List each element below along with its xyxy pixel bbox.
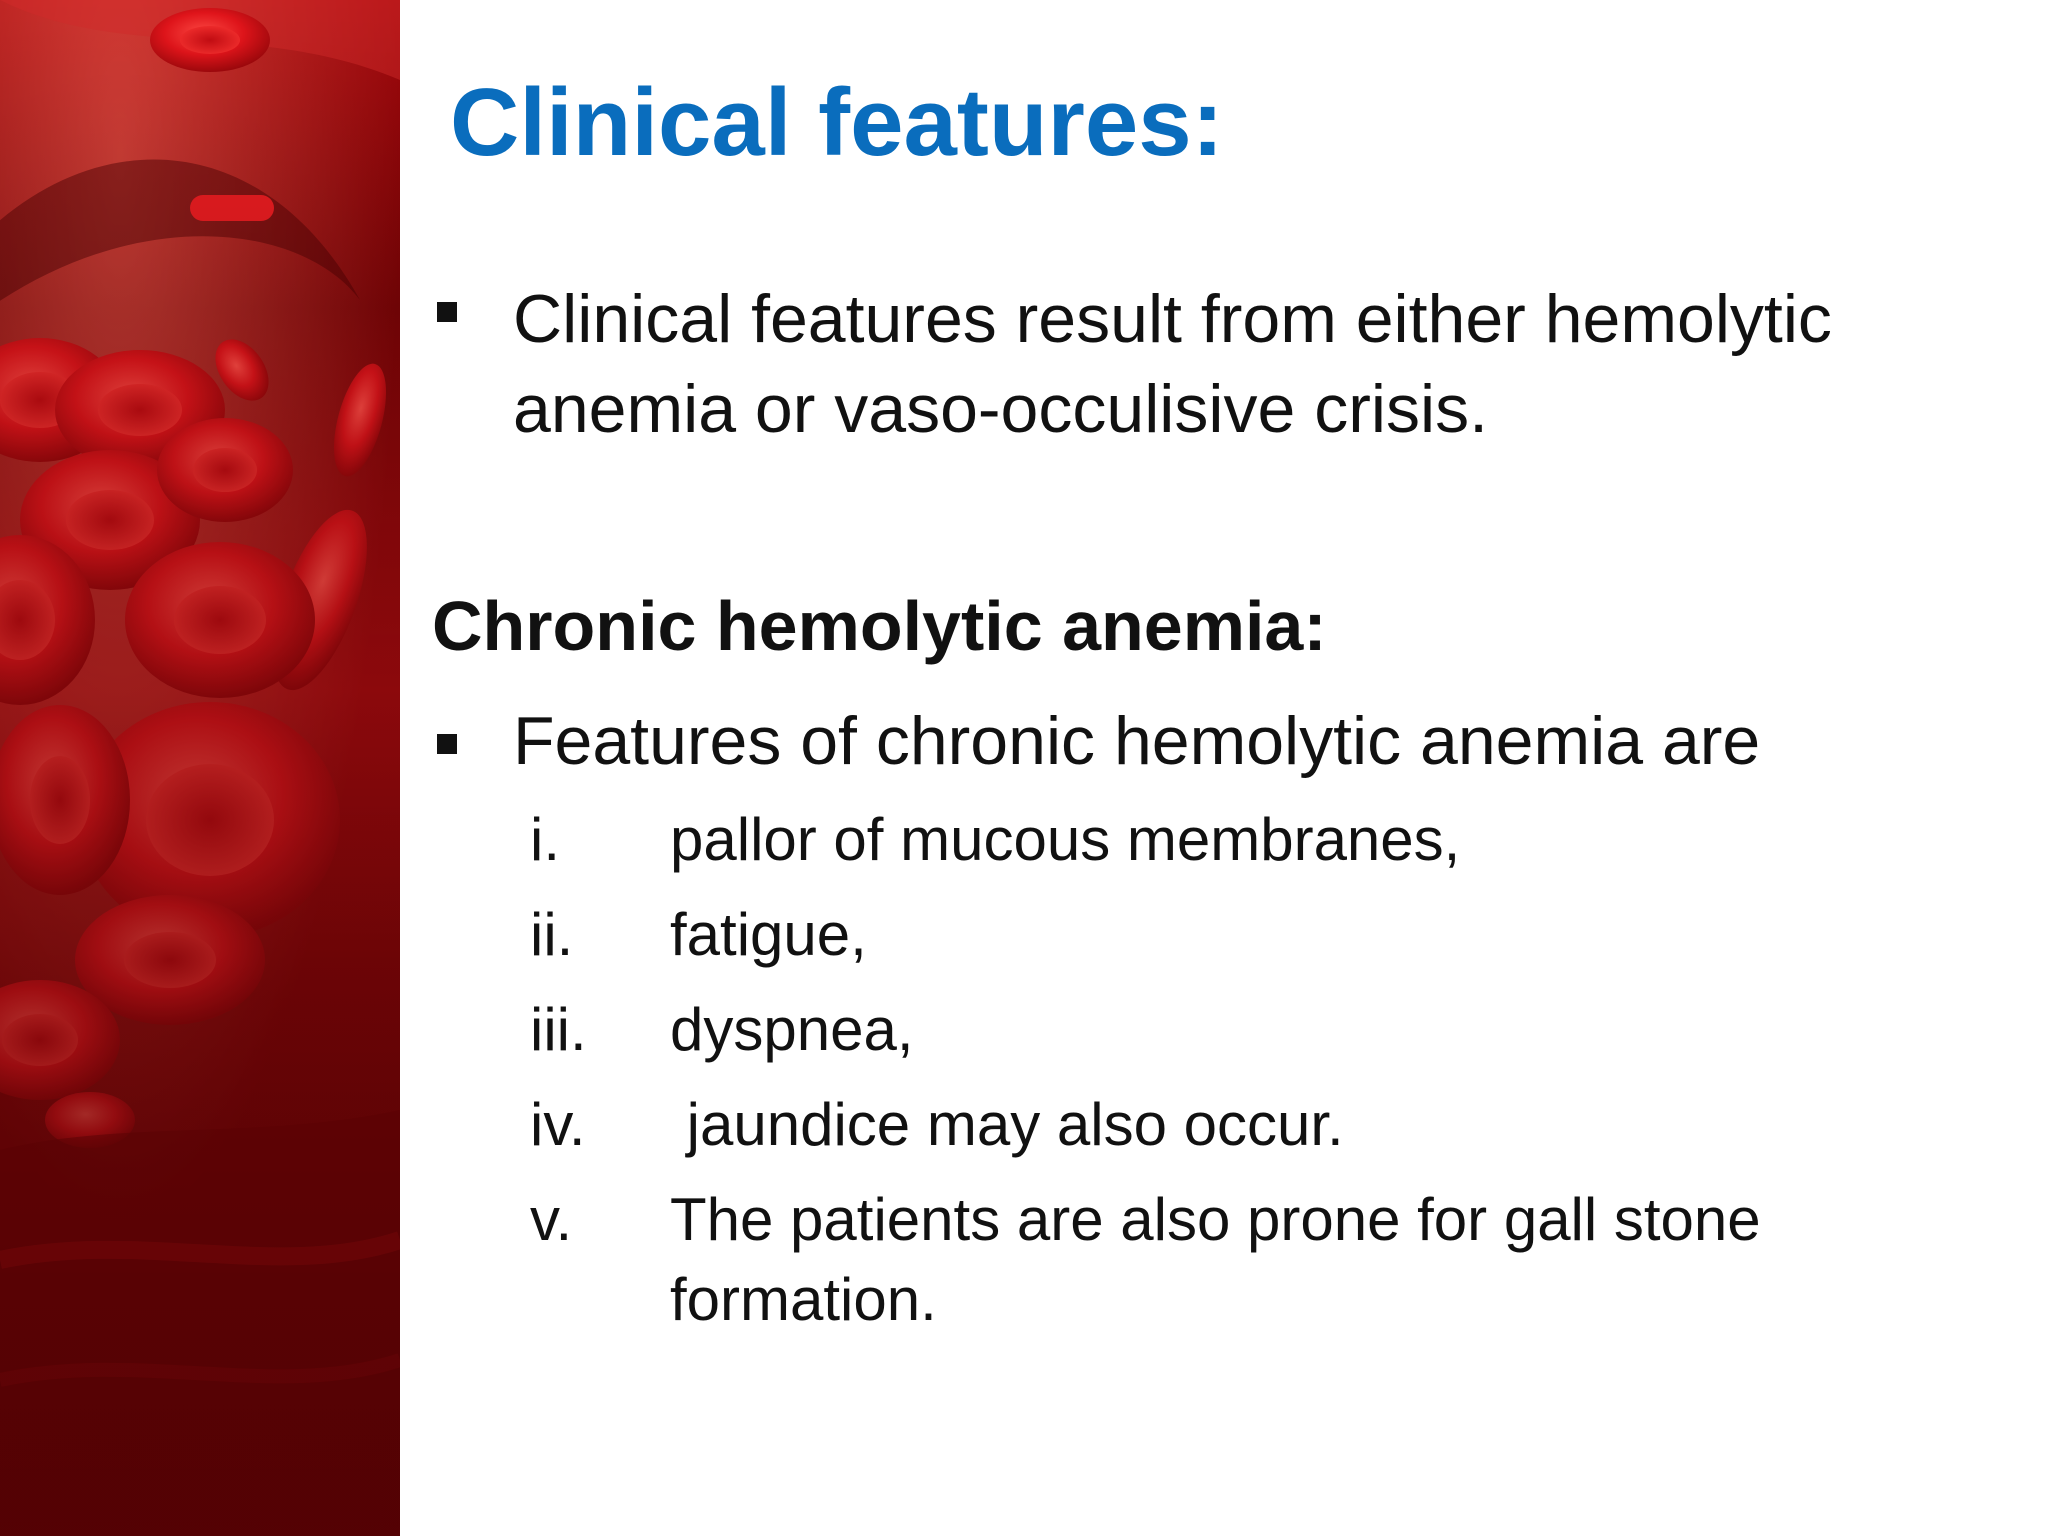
list-item-text: fatigue, bbox=[670, 901, 867, 968]
list-item-number: i. bbox=[530, 806, 560, 873]
list-item-text: The patients are also prone for gall stone formation. bbox=[670, 1186, 1778, 1333]
list-item bbox=[530, 800, 2010, 880]
red-blood-cells-image bbox=[0, 0, 400, 1536]
list-item-text: dyspnea, bbox=[670, 996, 914, 1063]
slide-title: Clinical features: bbox=[450, 69, 1224, 176]
list-item bbox=[530, 895, 2010, 975]
bullet-item bbox=[437, 696, 2017, 786]
section-subheading: Chronic hemolytic anemia: bbox=[432, 587, 1327, 665]
square-bullet-icon bbox=[437, 734, 457, 754]
list-item bbox=[530, 990, 2010, 1070]
list-item-number: ii. bbox=[530, 901, 574, 968]
bullet-text: Clinical features result from either hemolytic anemia or vaso-occulisive crisis. bbox=[513, 281, 1832, 447]
bullet-text: Features of chronic hemolytic anemia are bbox=[513, 703, 1761, 779]
list-item-text: pallor of mucous membranes, bbox=[670, 806, 1461, 873]
numbered-list bbox=[530, 800, 2010, 1355]
list-item-number: iv. bbox=[530, 1091, 586, 1158]
square-bullet-icon bbox=[437, 302, 457, 322]
list-item bbox=[530, 1180, 2010, 1340]
list-item-text: jaundice may also occur. bbox=[670, 1091, 1344, 1158]
list-item-number: v. bbox=[530, 1186, 573, 1253]
bullet-item bbox=[437, 274, 2017, 454]
list-item-number: iii. bbox=[530, 996, 587, 1063]
list-item bbox=[530, 1085, 2010, 1165]
